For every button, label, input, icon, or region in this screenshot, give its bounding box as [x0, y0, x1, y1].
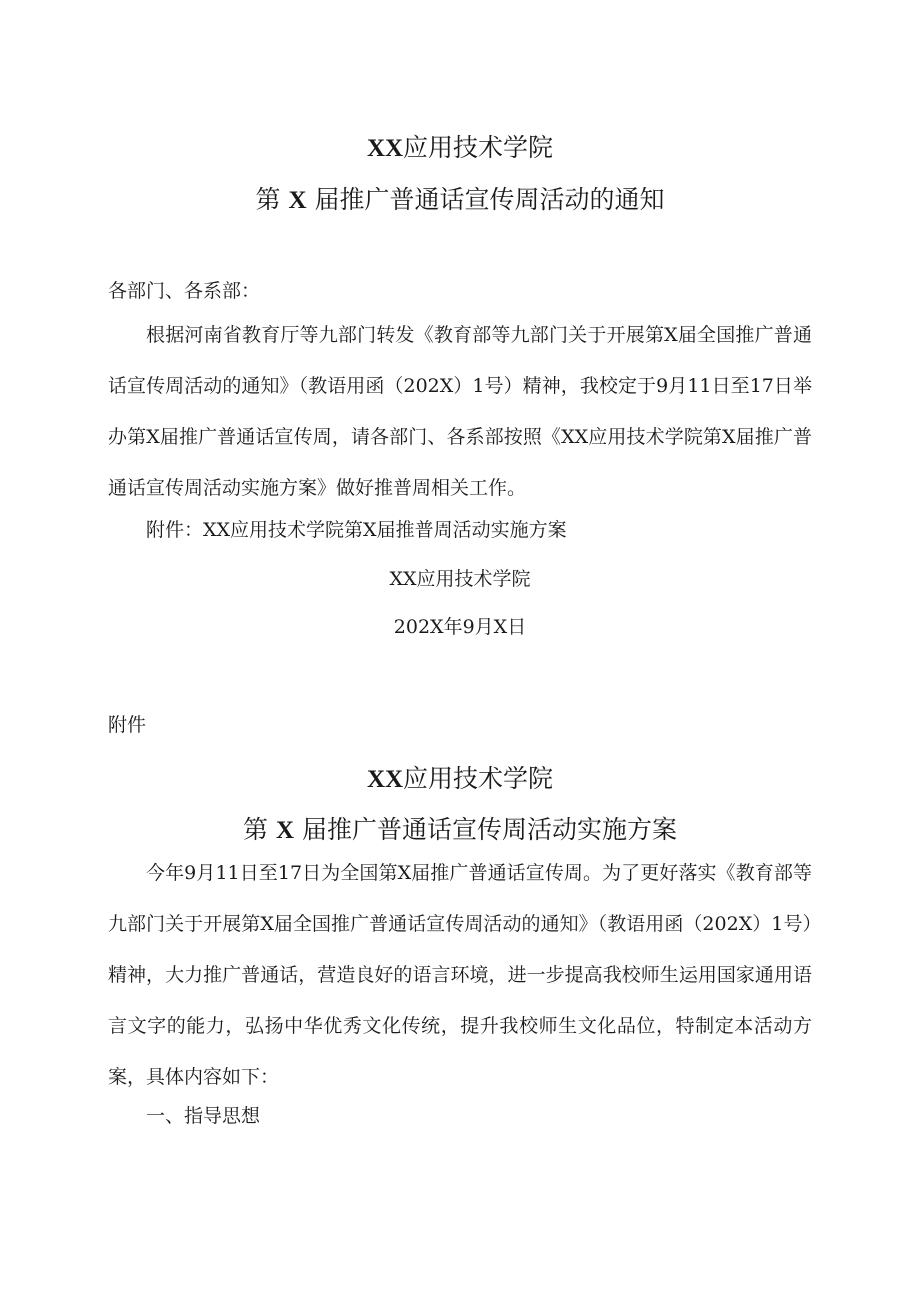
plan-title-bold-part: XX	[366, 766, 404, 793]
notice-title-rest: 应用技术学院	[403, 133, 554, 162]
plan-title-rest: 应用技术学院	[403, 764, 554, 793]
notice-title-line1	[0, 131, 920, 166]
plan-title-line1	[0, 762, 920, 797]
notice-title-bold-part: XX	[366, 135, 404, 162]
section1-heading: 一、指导思想	[146, 1105, 261, 1127]
plan-title2-rest: 届推广普通话宣传周活动实施方案	[301, 815, 677, 844]
notice-title2-bold-part: X	[288, 187, 307, 214]
notice-title-line2	[0, 183, 920, 218]
notice-title2-rest: 届推广普通话宣传周活动的通知	[314, 185, 665, 214]
plan-title2-pre: 第	[243, 815, 269, 844]
signature-date: 202X年9月X日	[393, 616, 527, 638]
plan-title-line2	[0, 813, 920, 848]
salutation: 各部门、各系部：	[108, 280, 261, 302]
notice-body: 根据河南省教育厅等九部门转发《教育部等九部门关于开展第X届全国推广普通话宣传周活动的通知》（教语用函（202X）1号）精神，我校定于9月11日至17日举办第X届推广普通话宣传周，请各部门、各系部按照《XX应用技术学院第X届推广普通话宣传周活动实施方案》做好推普周相关工作。	[108, 324, 812, 499]
attachment-label: 附件	[108, 714, 147, 736]
plan-title2-bold-part: X	[275, 817, 295, 844]
signature-org: XX应用技术学院	[389, 568, 531, 590]
attachment-note: 附件：XX应用技术学院第X届推普周活动实施方案	[146, 519, 567, 541]
notice-title2-pre: 第	[255, 185, 281, 214]
plan-body: 今年9月11日至17日为全国第X届推广普通话宣传周。为了更好落实《教育部等九部门关于开展第X届全国推广普通话宣传周活动的通知》（教语用函（202X）1号）精神，大力推广普通话，营造良好的语言环境，进一步提高我校师生运用国家通用语言文字的能力，弘扬中华优秀文化传统，提升我校师生文化品位，特制定本活动方案，具体内容如下：	[108, 862, 812, 1088]
